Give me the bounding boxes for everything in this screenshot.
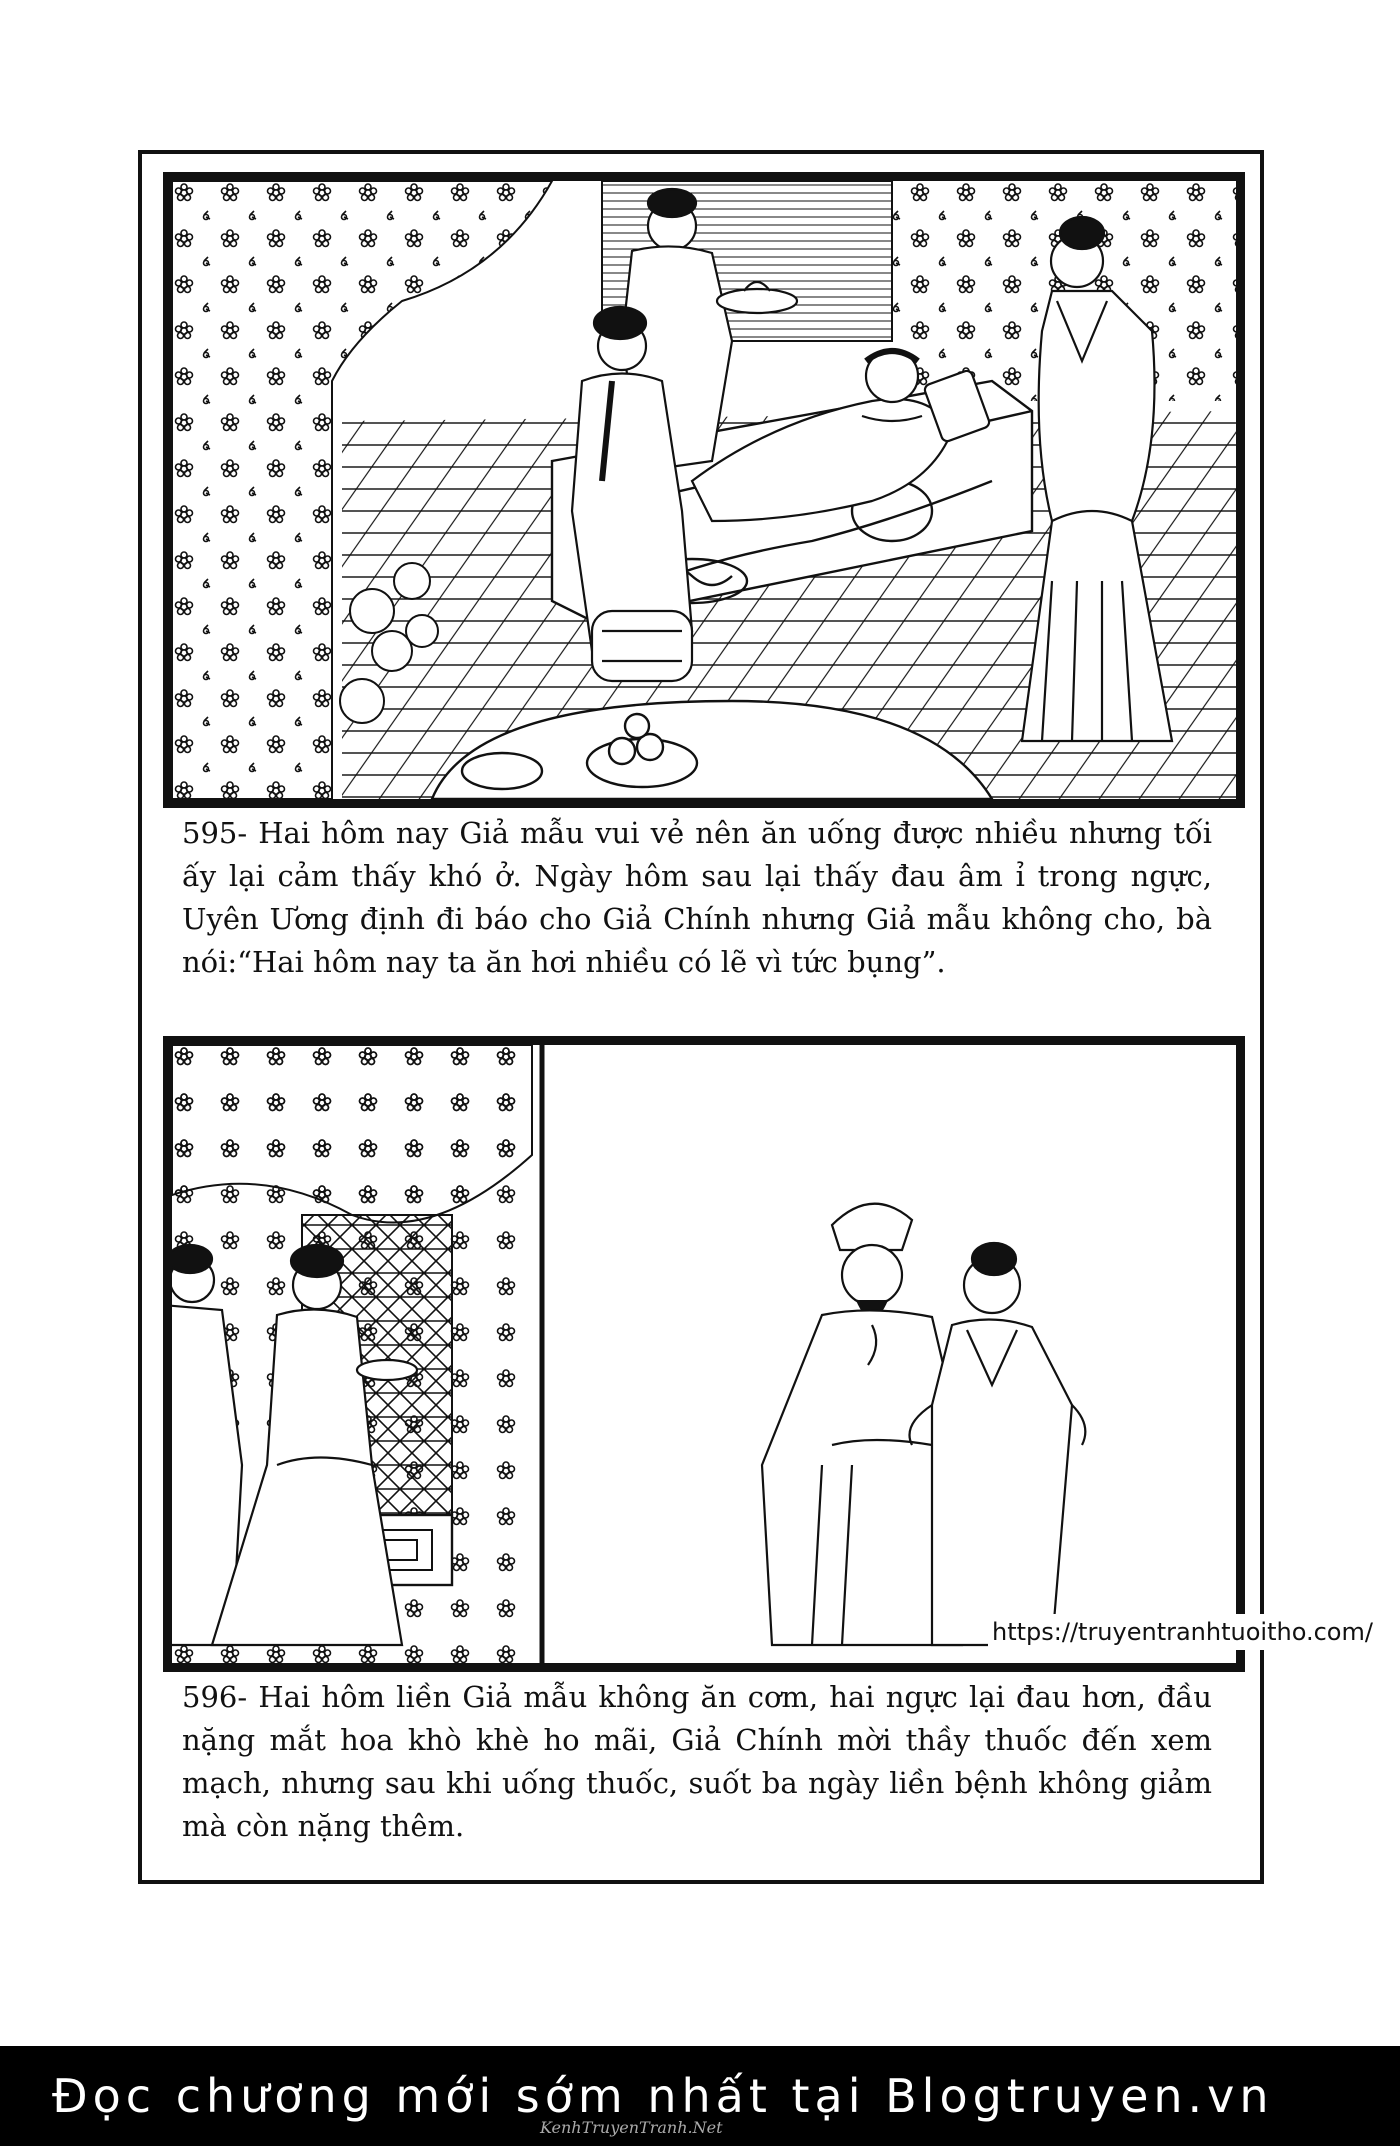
- figure-man: [910, 1243, 1086, 1645]
- site-signature: KenhTruyenTranh.Net: [540, 2118, 723, 2137]
- comic-panel-1: [163, 172, 1245, 808]
- promo-text: Đọc chương mới sớm nhất tại Blogtruyen.vn: [52, 2069, 1274, 2123]
- promo-bar: [0, 2046, 1400, 2146]
- panel-1-caption: 595- Hai hôm nay Giả mẫu vui vẻ nên ăn uống được nhiều nhưng tối ấy lại cảm thấy khó ở. Ngày hôm sau lại thấy đau âm ỉ trong ngực, Uyên Ương định đi báo cho Giả Chính nhưng Giả mẫu không cho, bà nói:“Hai hôm nay ta ăn hơi nhiều có lẽ vì tức bụng”.: [182, 816, 1212, 979]
- watermark-url: https://truyentranhtuoitho.com/: [988, 1614, 1377, 1650]
- comic-panel-2: [163, 1036, 1245, 1672]
- panel-1-illustration: [172, 181, 1236, 799]
- panel-2-illustration: [172, 1045, 1236, 1663]
- panel-2-caption: 596- Hai hôm liền Giả mẫu không ăn cơm, hai ngực lại đau hơn, đầu nặng mắt hoa khò khè ho mãi, Giả Chính mời thầy thuốc đến xem mạch, nhưng sau khi uống thuốc, suốt ba ngày liền bệnh không giảm mà còn nặng thêm.: [182, 1680, 1212, 1843]
